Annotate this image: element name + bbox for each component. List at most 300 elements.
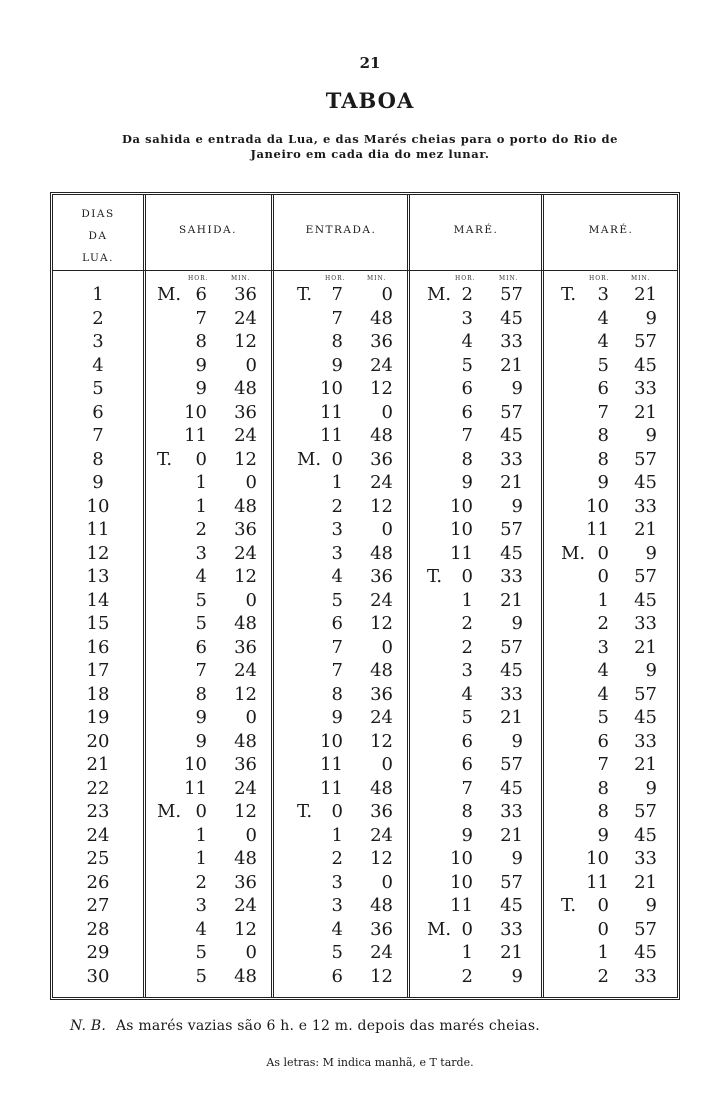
- mare-2-minutes: 21: [634, 401, 657, 423]
- sahida-minutes: 0: [245, 707, 257, 728]
- table-row: [53, 894, 677, 918]
- mare-1-minutes: 9: [511, 848, 523, 869]
- mare-2-hours: 3: [597, 636, 609, 658]
- entrada-minutes: 48: [370, 425, 393, 446]
- mare-1-minutes: 57: [500, 284, 523, 305]
- entrada-minutes: 0: [381, 284, 393, 305]
- mare-1-minutes: 45: [500, 777, 523, 799]
- entrada-minutes: 24: [370, 824, 393, 846]
- entrada-hours: 11: [320, 777, 343, 799]
- table-row: [53, 377, 677, 401]
- sahida-hours: 9: [195, 730, 207, 752]
- entrada-hours: 7: [331, 284, 343, 305]
- entrada-minutes: 0: [381, 519, 393, 540]
- entrada-minutes: 48: [370, 895, 393, 916]
- sahida-minutes: 0: [245, 354, 257, 376]
- table-row: [53, 401, 677, 425]
- mare-2-minutes: 57: [634, 918, 657, 940]
- entrada-hours: 7: [331, 636, 343, 658]
- mare-2-minutes: 33: [634, 965, 657, 987]
- sahida-minutes: 24: [234, 895, 257, 916]
- sahida-minutes: 24: [234, 425, 257, 446]
- mare-2-hours: 0: [597, 895, 609, 916]
- mare-1-hours: 1: [461, 942, 473, 963]
- mare-2-minutes: 21: [634, 636, 657, 658]
- entrada-hours: 3: [331, 871, 343, 893]
- sahida-hours: 6: [195, 636, 207, 658]
- entrada-hours: 0: [331, 448, 343, 470]
- mare-2-hours: 4: [597, 307, 609, 329]
- entrada-minutes: 24: [370, 354, 393, 376]
- mare-1-minutes: 21: [500, 942, 523, 963]
- mare-2-minutes: 45: [634, 824, 657, 846]
- sahida-minutes: 12: [234, 448, 257, 470]
- mare-2-hours: 10: [586, 848, 609, 869]
- entrada-minutes: 12: [370, 378, 393, 399]
- mare-1-minutes: 9: [511, 613, 523, 634]
- mare-1-period: M.: [427, 284, 452, 305]
- mare-2-minutes: 57: [634, 683, 657, 705]
- day-cell: 30: [86, 965, 110, 987]
- sahida-hours: 6: [195, 284, 207, 305]
- mare-2-hours: 2: [597, 965, 609, 987]
- header-dias-line: DIAS: [81, 208, 115, 220]
- entrada-hours: 6: [331, 613, 343, 634]
- mare-2-hours: 5: [597, 354, 609, 376]
- sahida-minutes: 36: [234, 871, 257, 893]
- mare-2-hours: 4: [597, 683, 609, 705]
- mare-2-minutes: 33: [634, 848, 657, 869]
- mare-2-minutes: 57: [634, 801, 657, 822]
- entrada-minutes: 36: [370, 566, 393, 587]
- entrada-hours: 5: [331, 942, 343, 963]
- day-cell: 25: [86, 848, 110, 869]
- mare-2-hours: 0: [597, 542, 609, 564]
- mare-2-hours: 8: [597, 425, 609, 446]
- day-cell: 23: [86, 801, 110, 822]
- mare-1-minutes: 33: [500, 331, 523, 352]
- sahida-hours: 8: [195, 331, 207, 352]
- entrada-hours: 6: [331, 965, 343, 987]
- sahida-period: M.: [157, 801, 182, 822]
- day-cell: 16: [86, 636, 110, 658]
- page-number: 21: [359, 54, 381, 72]
- mare-2-hours: 3: [597, 284, 609, 305]
- sahida-minutes: 0: [245, 589, 257, 611]
- mare-1-hours: 11: [450, 542, 473, 564]
- header-dias-line: DA: [88, 230, 108, 242]
- entrada-hours: 11: [320, 401, 343, 423]
- mare-2-hours: 1: [597, 589, 609, 611]
- table-row: [53, 565, 677, 589]
- entrada-minutes: 0: [381, 871, 393, 893]
- mare-1-hours: 7: [461, 777, 473, 799]
- day-cell: 18: [86, 683, 110, 705]
- mare-1-minutes: 57: [500, 754, 523, 775]
- day-cell: 2: [92, 307, 104, 329]
- mare-1-minutes: 21: [500, 824, 523, 846]
- mare-1-hours: 2: [461, 613, 473, 634]
- mare-1-minutes: 33: [500, 801, 523, 822]
- header-dias-da-lua: [53, 203, 143, 269]
- sahida-hours: 1: [195, 495, 207, 517]
- mare-2-minutes: 45: [634, 707, 657, 728]
- table-row: [53, 918, 677, 942]
- entrada-hours: 5: [331, 589, 343, 611]
- day-cell: 28: [86, 918, 110, 940]
- table-row: [53, 777, 677, 801]
- entrada-hours: 2: [331, 495, 343, 517]
- day-cell: 26: [86, 871, 110, 893]
- mare-1-minutes: 9: [511, 378, 523, 399]
- entrada-hours: 10: [320, 378, 343, 399]
- day-cell: 10: [86, 495, 110, 517]
- entrada-hours: 3: [331, 519, 343, 540]
- day-cell: 6: [92, 401, 104, 423]
- table-row: [53, 307, 677, 331]
- mare-2-hours: 8: [597, 777, 609, 799]
- mare-1-minutes: 57: [500, 636, 523, 658]
- mare-1-hours: 6: [461, 754, 473, 775]
- sahida-hours: 9: [195, 354, 207, 376]
- sahida-hours: 9: [195, 378, 207, 399]
- sahida-minutes: 24: [234, 777, 257, 799]
- entrada-minutes: 12: [370, 848, 393, 869]
- mare-1-hours: 0: [461, 566, 473, 587]
- mare-1-minutes: 21: [500, 589, 523, 611]
- day-cell: 8: [92, 448, 104, 470]
- sahida-hours: 3: [195, 542, 207, 564]
- mare-1-hours: 7: [461, 425, 473, 446]
- sahida-hours: 7: [195, 307, 207, 329]
- mare-2-minutes: 33: [634, 378, 657, 399]
- unit-hor: HOR.: [455, 275, 476, 282]
- mare-1-hours: 11: [450, 895, 473, 916]
- unit-min: MIN.: [367, 275, 387, 282]
- unit-min: MIN.: [631, 275, 651, 282]
- entrada-hours: 7: [331, 660, 343, 681]
- sahida-hours: 9: [195, 707, 207, 728]
- table-row: [53, 753, 677, 777]
- sahida-hours: 5: [195, 965, 207, 987]
- mare-1-minutes: 45: [500, 660, 523, 681]
- header-mare-2: MARÉ.: [588, 224, 634, 236]
- entrada-hours: 3: [331, 895, 343, 916]
- day-cell: 20: [86, 730, 110, 752]
- day-cell: 27: [86, 895, 110, 916]
- table-row: [53, 495, 677, 519]
- mare-2-period: M.: [561, 542, 586, 564]
- entrada-hours: 4: [331, 918, 343, 940]
- mare-1-minutes: 57: [500, 401, 523, 423]
- day-cell: 7: [92, 425, 104, 446]
- mare-2-hours: 11: [586, 519, 609, 540]
- entrada-minutes: 12: [370, 613, 393, 634]
- table-row: [53, 706, 677, 730]
- sahida-hours: 1: [195, 824, 207, 846]
- page-title: TABOA: [325, 88, 415, 113]
- mare-2-minutes: 57: [634, 331, 657, 352]
- mare-2-hours: 4: [597, 660, 609, 681]
- mare-2-hours: 9: [597, 472, 609, 493]
- mare-1-minutes: 9: [511, 965, 523, 987]
- entrada-minutes: 12: [370, 495, 393, 517]
- sahida-minutes: 24: [234, 307, 257, 329]
- mare-1-hours: 9: [461, 472, 473, 493]
- table-row: [53, 965, 677, 989]
- unit-min: MIN.: [499, 275, 519, 282]
- mare-2-minutes: 57: [634, 566, 657, 587]
- sahida-minutes: 24: [234, 660, 257, 681]
- sahida-minutes: 0: [245, 824, 257, 846]
- table-row: [53, 659, 677, 683]
- day-cell: 3: [92, 331, 104, 352]
- mare-1-hours: 4: [461, 331, 473, 352]
- table-row: [53, 542, 677, 566]
- mare-1-minutes: 33: [500, 683, 523, 705]
- mare-2-period: T.: [561, 284, 577, 305]
- sahida-minutes: 36: [234, 401, 257, 423]
- sahida-minutes: 48: [234, 730, 257, 752]
- mare-2-minutes: 33: [634, 495, 657, 517]
- entrada-minutes: 24: [370, 942, 393, 963]
- day-cell: 24: [86, 824, 110, 846]
- entrada-hours: 8: [331, 683, 343, 705]
- day-cell: 19: [86, 707, 110, 728]
- day-cell: 21: [86, 754, 110, 775]
- mare-1-minutes: 9: [511, 730, 523, 752]
- entrada-minutes: 0: [381, 636, 393, 658]
- sahida-hours: 0: [195, 448, 207, 470]
- mare-1-hours: 10: [450, 848, 473, 869]
- mare-2-hours: 4: [597, 331, 609, 352]
- unit-min: MIN.: [231, 275, 251, 282]
- entrada-minutes: 48: [370, 660, 393, 681]
- table-row: [53, 448, 677, 472]
- unit-hor: HOR.: [589, 275, 610, 282]
- mare-2-hours: 7: [597, 754, 609, 775]
- header-entrada: ENTRADA.: [305, 224, 377, 236]
- entrada-hours: 3: [331, 542, 343, 564]
- mare-1-hours: 0: [461, 918, 473, 940]
- mare-2-minutes: 45: [634, 472, 657, 493]
- table-row: [53, 941, 677, 965]
- mare-2-hours: 1: [597, 942, 609, 963]
- sahida-hours: 4: [195, 918, 207, 940]
- mare-1-minutes: 9: [511, 495, 523, 517]
- entrada-hours: 9: [331, 354, 343, 376]
- mare-2-minutes: 33: [634, 613, 657, 634]
- table-row: [53, 636, 677, 660]
- entrada-hours: 10: [320, 730, 343, 752]
- mare-2-hours: 6: [597, 730, 609, 752]
- table-row: [53, 283, 677, 307]
- mare-1-hours: 2: [461, 965, 473, 987]
- mare-1-minutes: 21: [500, 707, 523, 728]
- sahida-hours: 3: [195, 895, 207, 916]
- mare-1-hours: 10: [450, 495, 473, 517]
- mare-2-hours: 6: [597, 378, 609, 399]
- mare-2-minutes: 45: [634, 942, 657, 963]
- entrada-hours: 1: [331, 824, 343, 846]
- subtitle-line-1: Da sahida e entrada da Lua, e das Marés cheias para o porto do Rio de: [121, 132, 619, 146]
- entrada-minutes: 0: [381, 401, 393, 423]
- entrada-hours: 4: [331, 566, 343, 587]
- mare-1-minutes: 21: [500, 472, 523, 493]
- sahida-hours: 0: [195, 801, 207, 822]
- mare-2-hours: 5: [597, 707, 609, 728]
- entrada-hours: 11: [320, 754, 343, 775]
- table-row: [53, 424, 677, 448]
- mare-1-hours: 4: [461, 683, 473, 705]
- entrada-minutes: 36: [370, 331, 393, 352]
- entrada-hours: 11: [320, 425, 343, 446]
- sahida-hours: 5: [195, 942, 207, 963]
- entrada-minutes: 36: [370, 918, 393, 940]
- day-cell: 22: [86, 777, 110, 799]
- sahida-minutes: 24: [234, 542, 257, 564]
- mare-1-period: T.: [427, 566, 443, 587]
- sahida-hours: 1: [195, 472, 207, 493]
- table-row: [53, 518, 677, 542]
- sahida-minutes: 12: [234, 801, 257, 822]
- mare-1-hours: 10: [450, 519, 473, 540]
- table-row: [53, 730, 677, 754]
- entrada-minutes: 36: [370, 683, 393, 705]
- entrada-period: T.: [297, 801, 313, 822]
- header-rule: [53, 270, 677, 271]
- mare-1-minutes: 45: [500, 895, 523, 916]
- unit-hor: HOR.: [188, 275, 209, 282]
- entrada-minutes: 24: [370, 472, 393, 493]
- entrada-period: M.: [297, 448, 322, 470]
- entrada-hours: 9: [331, 707, 343, 728]
- sahida-minutes: 48: [234, 965, 257, 987]
- sahida-minutes: 12: [234, 918, 257, 940]
- mare-2-minutes: 9: [645, 660, 657, 681]
- sahida-minutes: 36: [234, 636, 257, 658]
- mare-1-hours: 10: [450, 871, 473, 893]
- day-cell: 15: [86, 613, 110, 634]
- mare-2-minutes: 9: [645, 425, 657, 446]
- mare-1-minutes: 57: [500, 871, 523, 893]
- mare-1-minutes: 21: [500, 354, 523, 376]
- entrada-minutes: 48: [370, 542, 393, 564]
- note-prefix: N. B.: [70, 1018, 106, 1034]
- sahida-hours: 5: [195, 589, 207, 611]
- table-row: [53, 824, 677, 848]
- mare-1-minutes: 45: [500, 542, 523, 564]
- mare-1-period: M.: [427, 918, 452, 940]
- entrada-minutes: 12: [370, 965, 393, 987]
- sahida-hours: 10: [184, 754, 207, 775]
- mare-2-minutes: 57: [634, 448, 657, 470]
- mare-2-hours: 0: [597, 918, 609, 940]
- day-cell: 12: [86, 542, 110, 564]
- mare-1-minutes: 33: [500, 448, 523, 470]
- mare-1-hours: 8: [461, 448, 473, 470]
- mare-1-hours: 2: [461, 636, 473, 658]
- entrada-hours: 2: [331, 848, 343, 869]
- entrada-minutes: 12: [370, 730, 393, 752]
- mare-2-minutes: 9: [645, 777, 657, 799]
- mare-1-minutes: 45: [500, 307, 523, 329]
- mare-1-minutes: 45: [500, 425, 523, 446]
- header-sahida: SAHIDA.: [179, 224, 237, 236]
- mare-1-minutes: 33: [500, 918, 523, 940]
- mare-2-minutes: 21: [634, 871, 657, 893]
- mare-1-minutes: 57: [500, 519, 523, 540]
- sahida-hours: 10: [184, 401, 207, 423]
- mare-1-minutes: 33: [500, 566, 523, 587]
- table-row: [53, 800, 677, 824]
- sahida-hours: 2: [195, 519, 207, 540]
- table-row: [53, 683, 677, 707]
- mare-2-hours: 9: [597, 824, 609, 846]
- table-row: [53, 612, 677, 636]
- mare-1-hours: 6: [461, 401, 473, 423]
- sahida-minutes: 0: [245, 472, 257, 493]
- tide-table: [50, 192, 680, 1000]
- day-cell: 1: [92, 284, 104, 305]
- mare-2-minutes: 21: [634, 284, 657, 305]
- mare-1-hours: 3: [461, 307, 473, 329]
- entrada-hours: 0: [331, 801, 343, 822]
- entrada-minutes: 24: [370, 589, 393, 611]
- day-cell: 11: [86, 519, 110, 540]
- day-cell: 9: [92, 472, 104, 493]
- header-mare-1: MARÉ.: [453, 224, 499, 236]
- sahida-period: T.: [157, 448, 173, 470]
- sahida-hours: 11: [184, 425, 207, 446]
- mare-2-minutes: 9: [645, 895, 657, 916]
- table-row: [53, 471, 677, 495]
- sahida-period: M.: [157, 284, 182, 305]
- mare-2-minutes: 45: [634, 589, 657, 611]
- mare-1-hours: 5: [461, 354, 473, 376]
- sahida-hours: 8: [195, 683, 207, 705]
- entrada-hours: 8: [331, 331, 343, 352]
- sahida-minutes: 12: [234, 331, 257, 352]
- entrada-minutes: 36: [370, 801, 393, 822]
- sahida-minutes: 48: [234, 378, 257, 399]
- sahida-hours: 4: [195, 566, 207, 587]
- sahida-hours: 2: [195, 871, 207, 893]
- table-row: [53, 871, 677, 895]
- sahida-hours: 7: [195, 660, 207, 681]
- mare-2-hours: 8: [597, 448, 609, 470]
- sahida-minutes: 48: [234, 848, 257, 869]
- sahida-hours: 1: [195, 848, 207, 869]
- sahida-minutes: 48: [234, 613, 257, 634]
- sahida-minutes: 0: [245, 942, 257, 963]
- entrada-minutes: 48: [370, 307, 393, 329]
- header-dias-line: LUA.: [82, 252, 114, 264]
- mare-1-hours: 6: [461, 730, 473, 752]
- mare-2-hours: 11: [586, 871, 609, 893]
- sahida-minutes: 36: [234, 519, 257, 540]
- entrada-period: T.: [297, 284, 313, 305]
- entrada-minutes: 36: [370, 448, 393, 470]
- mare-2-hours: 8: [597, 801, 609, 822]
- mare-2-minutes: 21: [634, 754, 657, 775]
- sahida-minutes: 36: [234, 754, 257, 775]
- legend: As letras: M indica manhã, e T tarde.: [266, 1056, 474, 1069]
- mare-1-hours: 5: [461, 707, 473, 728]
- mare-1-hours: 8: [461, 801, 473, 822]
- mare-1-hours: 1: [461, 589, 473, 611]
- entrada-minutes: 48: [370, 777, 393, 799]
